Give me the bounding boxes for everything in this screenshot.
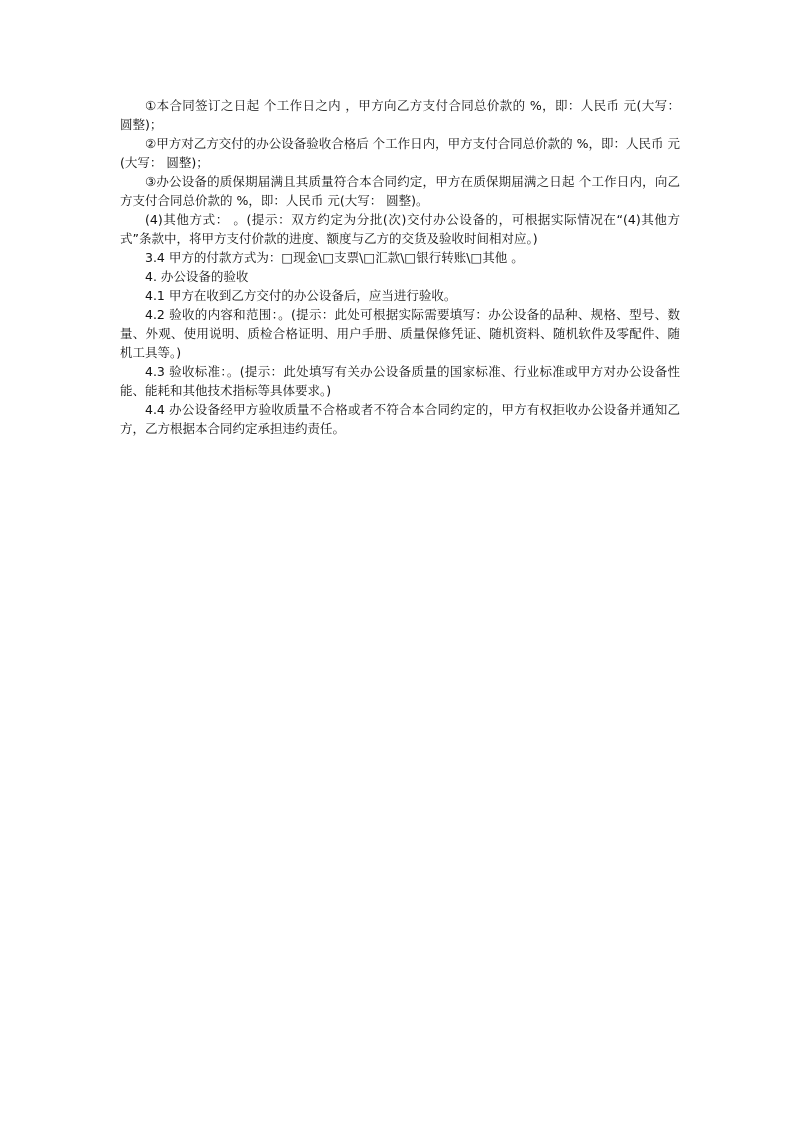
section-heading-acceptance: 4. 办公设备的验收 xyxy=(145,269,249,284)
document-body xyxy=(120,96,680,438)
paragraph-acceptance-4-2: 4.2 验收的内容和范围：。(提示：此处可根据实际需要填写：办公设备的品种、规格、型号、数量、外观、使用说明、质检合格证明、用户手册、质量保修凭证、随机资料、随机软件及零配件、随机工具等。) xyxy=(120,307,680,360)
paragraph-payment-2: ②甲方对乙方交付的办公设备验收合格后 个工作日内，甲方支付合同总价款的 %，即：人民币 元(大写： 圆整)； xyxy=(120,136,681,170)
paragraph-payment-1: ①本合同签订之日起 个工作日之内 ，甲方向乙方支付合同总价款的 %，即：人民币 元(大写： 圆整)； xyxy=(120,98,680,132)
paragraph-payment-3: ③办公设备的质保期届满且其质量符合本合同约定，甲方在质保期届满之日起 个工作日内，向乙方支付合同总价款的 %，即：人民币 元(大写： 圆整)。 xyxy=(120,174,680,208)
paragraph-payment-method: 3.4 甲方的付款方式为：□现金\□支票\□汇款\□银行转账\□其他 。 xyxy=(145,250,524,265)
paragraph-payment-other: (4)其他方式： 。(提示：双方约定为分批(次)交付办公设备的，可根据实际情况在“(4)其他方式”条款中，将甲方支付价款的进度、额度与乙方的交货及验收时间相对应。) xyxy=(120,212,680,246)
paragraph-acceptance-4-3: 4.3 验收标准：。(提示：此处填写有关办公设备质量的国家标准、行业标准或甲方对办公设备性能、能耗和其他技术指标等具体要求。) xyxy=(120,364,680,398)
paragraph-acceptance-4-4: 4.4 办公设备经甲方验收质量不合格或者不符合本合同约定的，甲方有权拒收办公设备并通知乙方，乙方根据本合同约定承担违约责任。 xyxy=(120,402,680,436)
paragraph-acceptance-4-1: 4.1 甲方在收到乙方交付的办公设备后，应当进行验收。 xyxy=(145,288,457,303)
